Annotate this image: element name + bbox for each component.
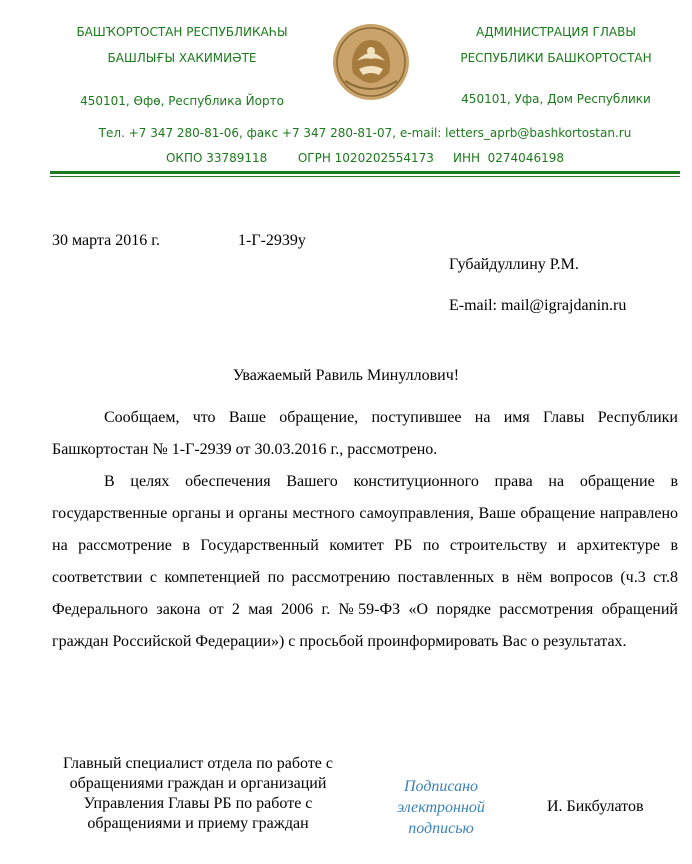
stamp-line-3: подписью — [408, 820, 474, 837]
header-right-address: 450101, Уфа, Дом Республики — [461, 92, 651, 106]
body-paragraph-1: Сообщаем, что Ваше обращение, поступившее на имя Главы Республики Башкортостан № 1-Г-2939 от 30.03.2016 г., рассмотрено. — [52, 409, 678, 458]
signer-name: И. Бикбулатов — [547, 798, 644, 815]
header-left-line2: БАШЛЫҒЫ ХАКИМИӘТЕ — [107, 51, 257, 65]
header-codes: ОКПО 33789118 ОГРН 1020202554173 ИНН 0274046198 — [165, 151, 564, 165]
header-right-line1: АДМИНИСТРАЦИЯ ГЛАВЫ — [476, 25, 636, 39]
stamp-line-1: Подписано — [403, 778, 479, 795]
header-left-line1: БАШҠОРТОСТАН РЕСПУБЛИКАҺЫ — [76, 25, 288, 39]
signer-position: Главный специалист отдела по работе с обращениями граждан и организаций Управления Главы РБ по работе с обращениями и приему граждан — [62, 755, 334, 832]
letter-body — [52, 402, 678, 658]
greeting: Уважаемый Равиль Минуллович! — [232, 367, 460, 384]
header-rule-thick — [50, 171, 680, 174]
recipient-email: E-mail: mail@igrajdanin.ru — [449, 297, 627, 314]
header-right-line2: РЕСПУБЛИКИ БАШКОРТОСТАН — [460, 51, 652, 65]
electronic-signature-stamp — [376, 776, 506, 839]
emblem-icon — [331, 21, 411, 103]
header-rule-thin — [50, 176, 680, 177]
header-left-address: 450101, Өфө, Республика Йорто — [80, 94, 284, 108]
letter-number: 1-Г-2939у — [238, 232, 306, 249]
body-paragraph-2: В целях обеспечения Вашего конституционного права на обращение в государственные органы и органы местного самоуправления, Ваше обращение направлено на рассмотрение в Государственный комитет РБ по строительству и архитектуре в соответствии с компетенцией по рассмотрению поставленных в нём вопросов (ч.3 ст.8 Федерального закона от 2 мая 2006 г. №59-ФЗ «О порядке рассмотрения обращений граждан Российской Федерации») с просьбой проинформировать Вас о результатах. — [52, 473, 678, 650]
header-contacts: Тел. +7 347 280-81-06, факс +7 347 280-81-07, e-mail: letters_aprb@bashkortostan.ru — [98, 126, 632, 140]
stamp-line-2: электронной — [397, 799, 485, 816]
recipient-name: Губайдуллину Р.М. — [449, 256, 579, 273]
letter-date: 30 марта 2016 г. — [52, 232, 160, 249]
